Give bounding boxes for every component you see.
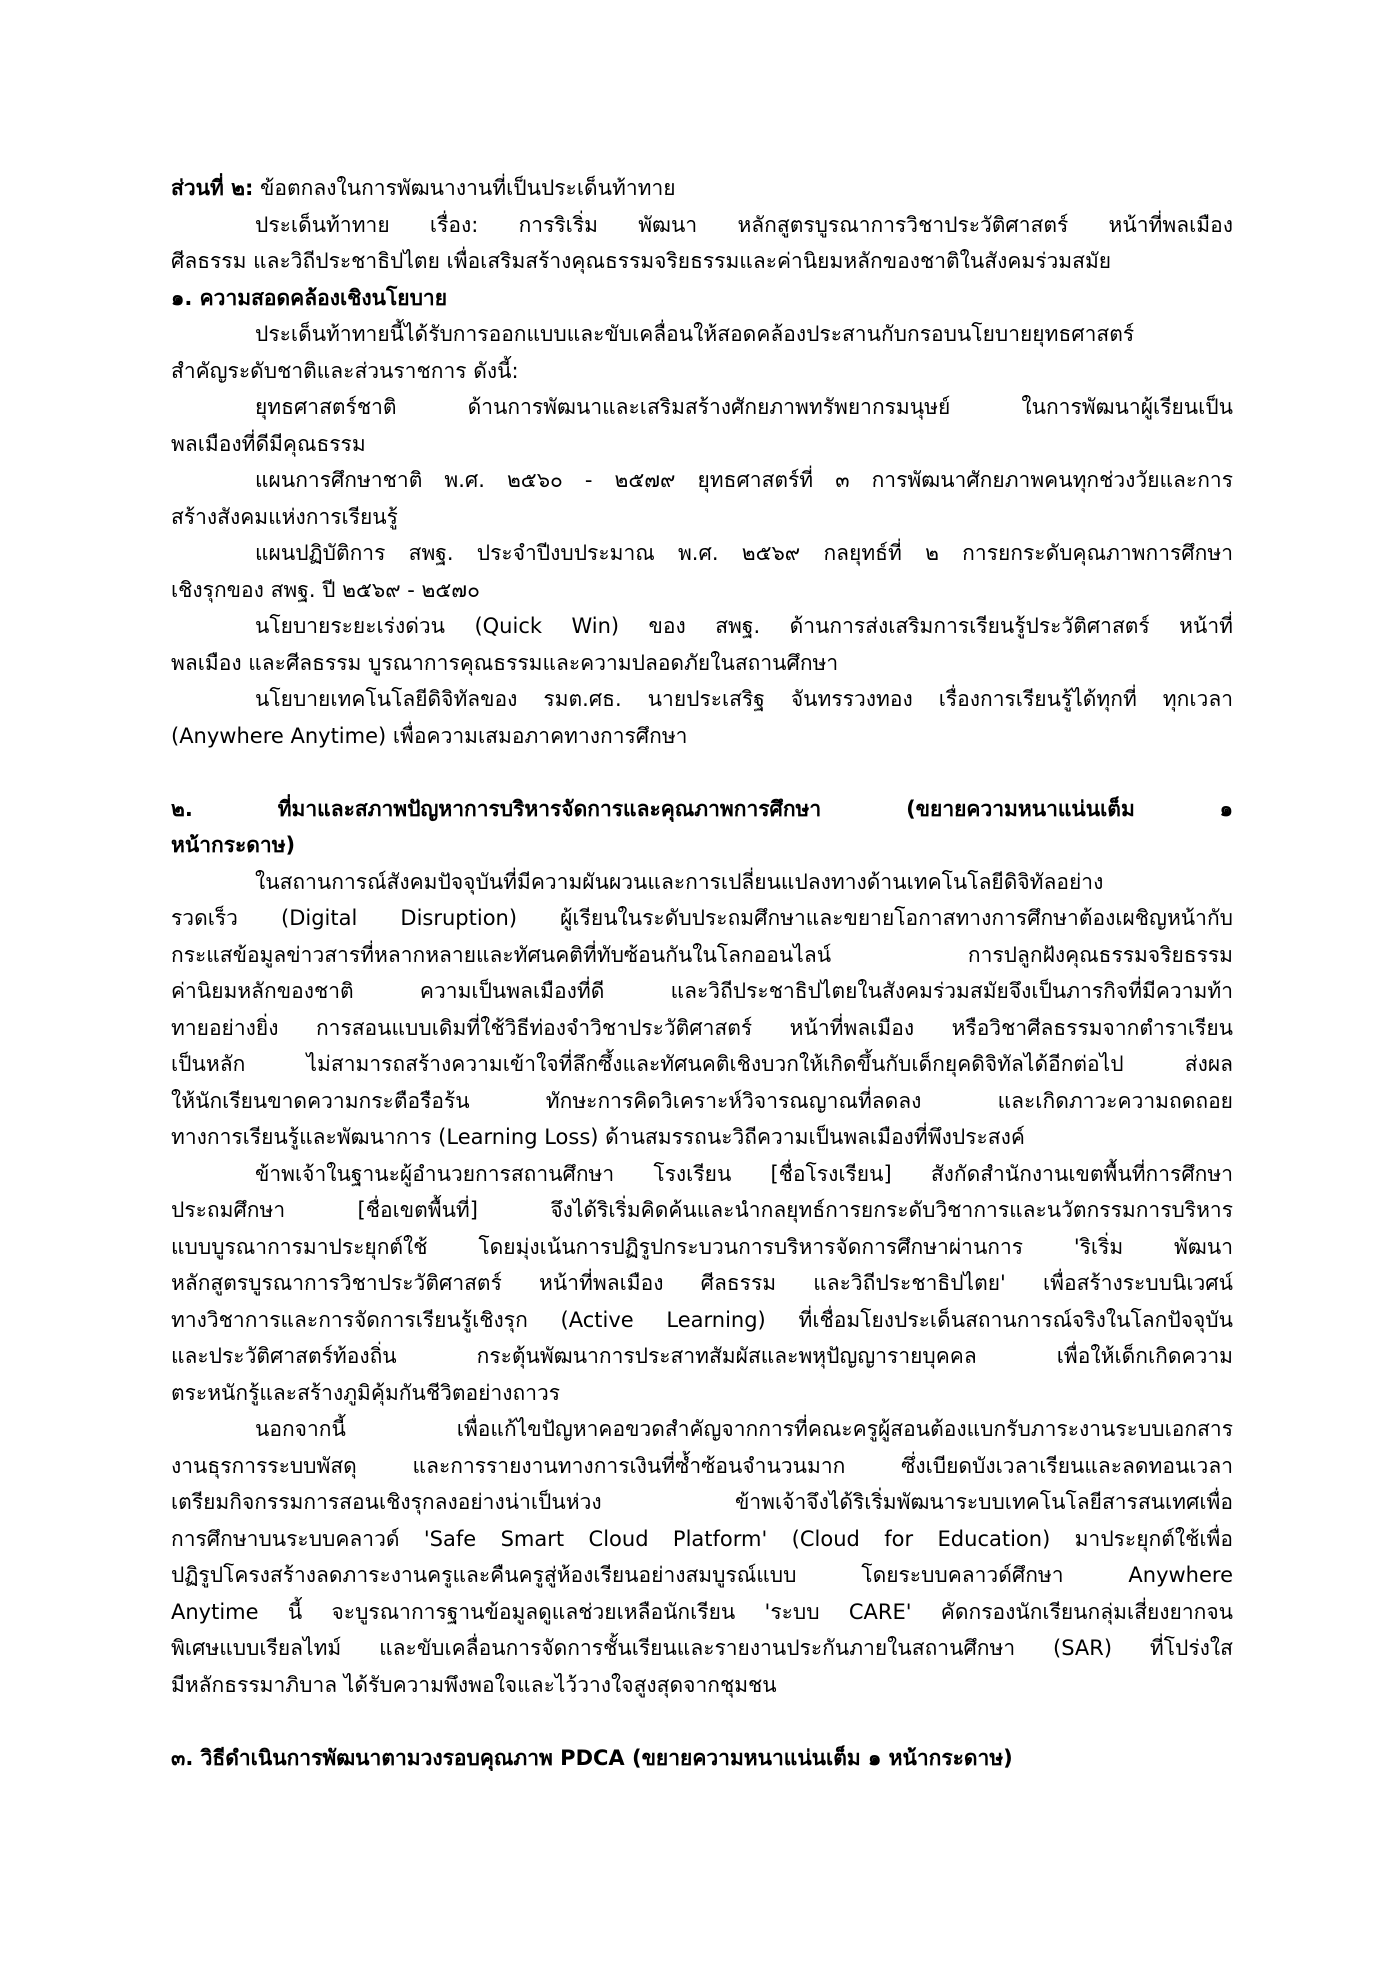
part2-heading xyxy=(171,170,1233,207)
paragraph-line: ประถมศึกษา [ชื่อเขตพื้นที่] จึงได้ริเริ่มคิดค้นและนำกลยุทธ์การยกระดับวิชาการและนวัตกรรมการบริหาร xyxy=(171,1198,1233,1222)
policy-item-line: แผนการศึกษาชาติ พ.ศ. ๒๕๖๐ - ๒๕๗๙ ยุทธศาสตร์ที่ ๓ การพัฒนาศักยภาพคนทุกช่วงวัยและการ xyxy=(255,468,1233,492)
paragraph-line: รวดเร็ว (Digital Disruption) ผู้เรียนในระดับประถมศึกษาและขยายโอกาสทางการศึกษาต้องเผชิญหน้ากับ xyxy=(171,906,1233,930)
paragraph-line: แบบบูรณาการมาประยุกต์ใช้ โดยมุ่งเน้นการปฏิรูปกระบวนการบริหารจัดการศึกษาผ่านการ 'ริเริ่ม พัฒนา xyxy=(171,1234,1233,1259)
policy-item-line: เชิงรุกของ สพฐ. ปี ๒๕๖๙ - ๒๕๗๐ xyxy=(171,577,480,602)
policy-item-line: พลเมือง และศีลธรรม บูรณาการคุณธรรมและความปลอดภัยในสถานศึกษา xyxy=(171,650,839,675)
paragraph-line: ทางการเรียนรู้และพัฒนาการ (Learning Loss) ด้านสมรรถนะวิถีความเป็นพลเมืองที่พึงประสงค์ xyxy=(171,1125,1025,1149)
paragraph-line: ค่านิยมหลักของชาติ ความเป็นพลเมืองที่ดี และวิถีประชาธิปไตยในสังคมร่วมสมัยจึงเป็นภารกิจที่มีความท้า xyxy=(171,979,1233,1003)
part2-label: ส่วนที่ ๒: xyxy=(171,176,254,200)
section3-heading: ๓. วิธีดำเนินการพัฒนาตามวงรอบคุณภาพ PDCA (ขยายความหนาแน่นเต็ม ๑ หน้ากระดาษ) xyxy=(171,1745,1013,1770)
policy-item-line: นโยบายระยะเร่งด่วน (Quick Win) ของ สพฐ. ด้านการส่งเสริมการเรียนรู้ประวัติศาสตร์ หน้าที่ xyxy=(255,614,1233,638)
policy-item-line: (Anywhere Anytime) เพื่อความเสมอภาคทางการศึกษา xyxy=(171,723,688,748)
policy-item-line: สร้างสังคมแห่งการเรียนรู้ xyxy=(171,504,398,529)
policy-item-line: นโยบายเทคโนโลยีดิจิทัลของ รมต.ศธ. นายประเสริฐ จันทรรวงทอง เรื่องการเรียนรู้ได้ทุกที่ ทุกเวลา xyxy=(255,687,1233,711)
section1-intro-line: ประเด็นท้าทายนี้ได้รับการออกแบบและขับเคลื่อนให้สอดคล้องประสานกับกรอบนโยบายยุทธศาสตร์ xyxy=(255,322,1135,346)
paragraph-line: ทางวิชาการและการจัดการเรียนรู้เชิงรุก (Active Learning) ที่เชื่อมโยงประเด็นสถานการณ์จริงในโลกปัจจุบัน xyxy=(171,1307,1233,1332)
paragraph-line: ในสถานการณ์สังคมปัจจุบันที่มีความผันผวนและการเปลี่ยนแปลงทางด้านเทคโนโลยีดิจิทัลอย่าง xyxy=(255,869,1104,894)
challenge-topic-line: ศีลธรรม และวิถีประชาธิปไตย เพื่อเสริมสร้างคุณธรรมจริยธรรมและค่านิยมหลักของชาติในสังคมร่วมสมัย xyxy=(171,249,1112,273)
section2-heading: หน้ากระดาษ) xyxy=(171,833,296,857)
paragraph-line: หลักสูตรบูรณาการวิชาประวัติศาสตร์ หน้าที่พลเมือง ศีลธรรม และวิถีประชาธิปไตย' เพื่อสร้างระบบนิเวศน์ xyxy=(171,1271,1233,1295)
paragraph-line: เป็นหลัก ไม่สามารถสร้างความเข้าใจที่ลึกซึ้งและทัศนคติเชิงบวกให้เกิดขึ้นกับเด็กยุคดิจิทัลได้อีกต่อไป ส่งผล xyxy=(171,1052,1233,1076)
paragraph-line: เตรียมกิจกรรมการสอนเชิงรุกลงอย่างน่าเป็นห่วง ข้าพเจ้าจึงได้ริเริ่มพัฒนาระบบเทคโนโลยีสารสนเทศเพื่อ xyxy=(171,1490,1233,1514)
paragraph-line: ตระหนักรู้และสร้างภูมิคุ้มกันชีวิตอย่างถาวร xyxy=(171,1380,561,1405)
paragraph-line: ให้นักเรียนขาดความกระตือรือร้น ทักษะการคิดวิเคราะห์วิจารณญาณที่ลดลง และเกิดภาวะความถดถอย xyxy=(171,1088,1233,1113)
policy-item-line: พลเมืองที่ดีมีคุณธรรม xyxy=(171,431,366,456)
paragraph-line: Anytime นี้ จะบูรณาการฐานข้อมูลดูแลช่วยเหลือนักเรียน 'ระบบ CARE' คัดกรองนักเรียนกลุ่มเสี่ยงยากจน xyxy=(171,1599,1233,1624)
paragraph-line: นอกจากนี้ เพื่อแก้ไขปัญหาคอขวดสำคัญจากการที่คณะครูผู้สอนต้องแบกรับภาระงานระบบเอกสาร xyxy=(255,1417,1233,1441)
paragraph-line: การศึกษาบนระบบคลาวด์ 'Safe Smart Cloud Platform' (Cloud for Education) มาประยุกต์ใช้เพื่อ xyxy=(171,1526,1233,1551)
paragraph-line: พิเศษแบบเรียลไทม์ และขับเคลื่อนการจัดการชั้นเรียนและรายงานประกันภายในสถานศึกษา (SAR) ที่โปร่งใส xyxy=(171,1636,1233,1660)
policy-item-line: ยุทธศาสตร์ชาติ ด้านการพัฒนาและเสริมสร้างศักยภาพทรัพยากรมนุษย์ ในการพัฒนาผู้เรียนเป็น xyxy=(255,395,1233,419)
spacer xyxy=(171,1703,1233,1740)
paragraph-line: ทายอย่างยิ่ง การสอนแบบเดิมที่ใช้วิธีท่องจำวิชาประวัติศาสตร์ หน้าที่พลเมือง หรือวิชาศีลธรรมจากตำราเรียน xyxy=(171,1015,1233,1040)
section1-intro-line: สำคัญระดับชาติและส่วนราชการ ดังนี้: xyxy=(171,358,519,383)
paragraph-line: งานธุรการระบบพัสดุ และการรายงานทางการเงินที่ซ้ำซ้อนจำนวนมาก ซึ่งเบียดบังเวลาเรียนและลดทอนเวลา xyxy=(171,1453,1233,1478)
section2-heading: ๒. ที่มาและสภาพปัญหาการบริหารจัดการและคุณภาพการศึกษา (ขยายความหนาแน่นเต็ม ๑ xyxy=(171,796,1233,821)
challenge-topic-line: ประเด็นท้าทาย เรื่อง: การริเริ่ม พัฒนา หลักสูตรบูรณาการวิชาประวัติศาสตร์ หน้าที่พลเมือง xyxy=(255,212,1233,237)
spacer xyxy=(171,754,1233,791)
paragraph-line: มีหลักธรรมาภิบาล ได้รับความพึงพอใจและไว้วางใจสูงสุดจากชุมชน xyxy=(171,1672,777,1697)
section1-heading: ๑. ความสอดคล้องเชิงนโยบาย xyxy=(171,285,447,310)
paragraph-line: ปฏิรูปโครงสร้างลดภาระงานครูและคืนครูสู่ห้องเรียนอย่างสมบูรณ์แบบ โดยระบบคลาวด์ศึกษา Anywhere xyxy=(171,1563,1233,1587)
part2-title: ข้อตกลงในการพัฒนางานที่เป็นประเด็นท้าทาย xyxy=(253,176,676,200)
paragraph-line: และประวัติศาสตร์ท้องถิ่น กระตุ้นพัฒนาการประสาทสัมผัสและพหุปัญญารายบุคคล เพื่อให้เด็กเกิดความ xyxy=(171,1344,1233,1368)
policy-item-line: แผนปฏิบัติการ สพฐ. ประจำปีงบประมาณ พ.ศ. ๒๕๖๙ กลยุทธ์ที่ ๒ การยกระดับคุณภาพการศึกษา xyxy=(255,541,1233,565)
document-page xyxy=(171,170,1233,1776)
paragraph-line: กระแสข้อมูลข่าวสารที่หลากหลายและทัศนคติที่ทับซ้อนกันในโลกออนไลน์ การปลูกฝังคุณธรรมจริยธรรม xyxy=(171,942,1233,967)
paragraph-line: ข้าพเจ้าในฐานะผู้อำนวยการสถานศึกษา โรงเรียน [ชื่อโรงเรียน] สังกัดสำนักงานเขตพื้นที่การศึกษา xyxy=(255,1161,1233,1186)
